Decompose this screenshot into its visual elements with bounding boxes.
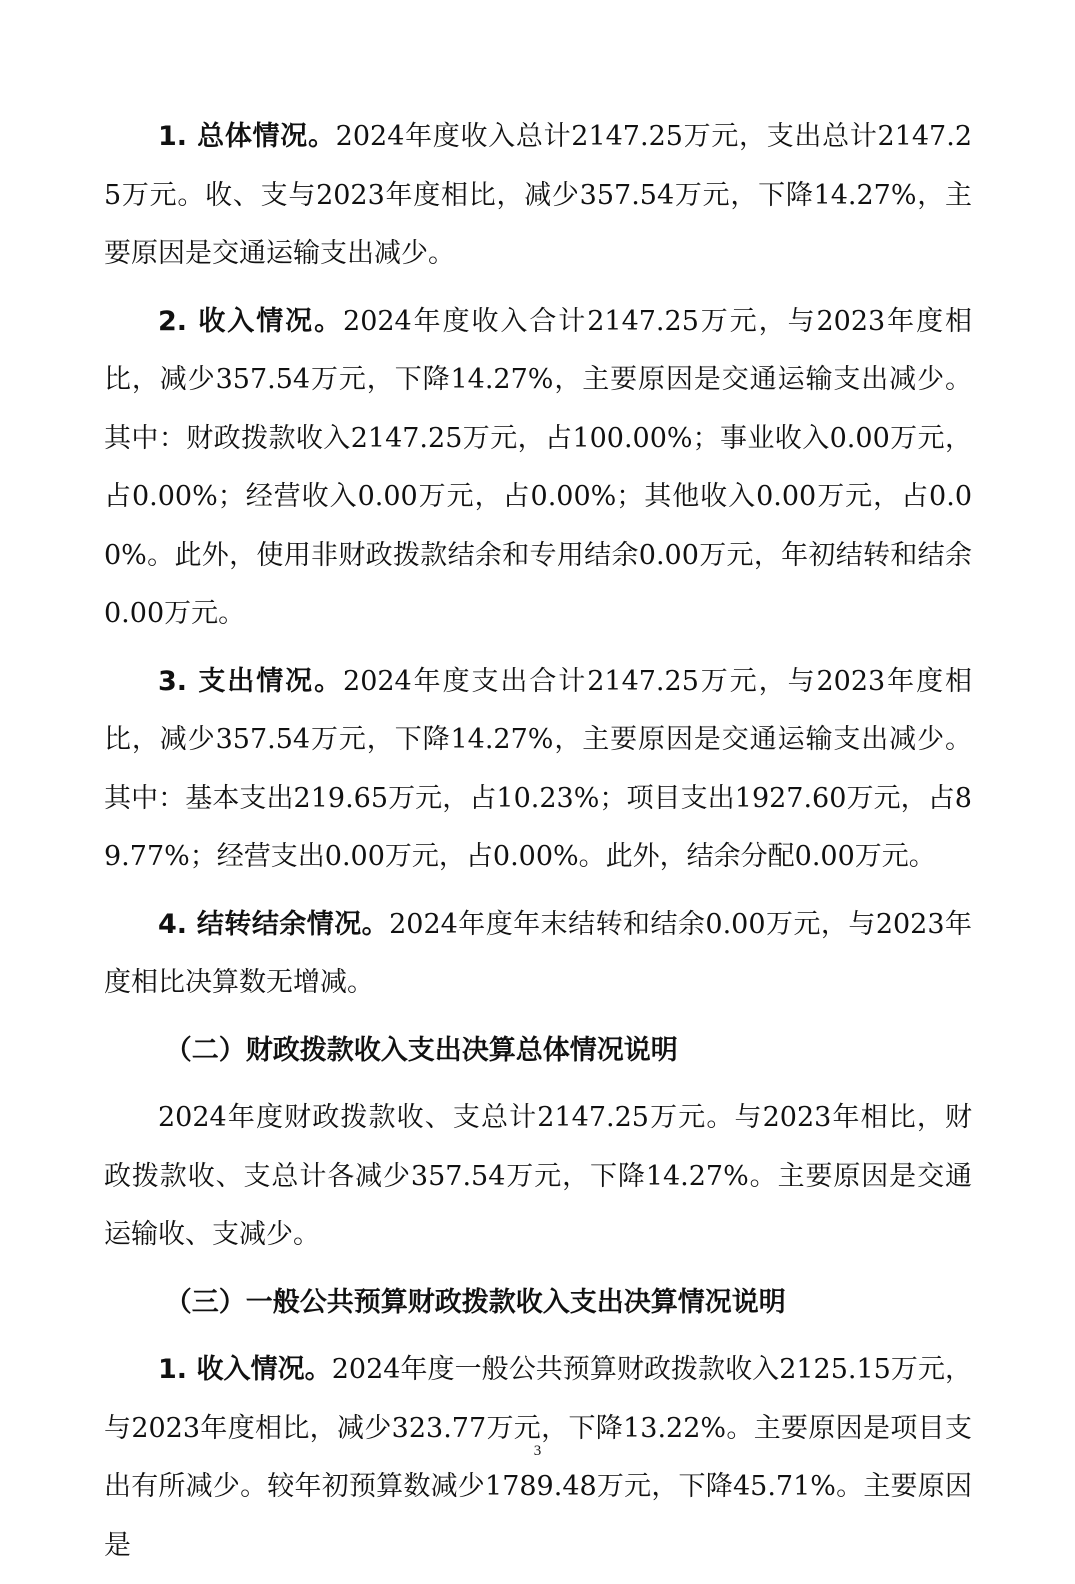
section-heading-general-budget: （三）一般公共预算财政拨款收入支出决算情况说明: [164, 1286, 786, 1318]
paragraph-lead: 2. 收入情况。: [158, 305, 344, 337]
paragraph-lead: 4. 结转结余情况。: [158, 908, 390, 940]
paragraph-text: 2024年度一般公共预算财政拨款收入2125.15万元，与2023年度相比，减少323.77万元，下降13.22%。主要原因是项目支出有所减少。较年初预算数减少1789.48万元，下降45.71%。主要原因是: [104, 1354, 972, 1561]
paragraph-lead: 1. 收入情况。: [158, 1354, 332, 1385]
paragraph-income: [104, 293, 972, 644]
paragraph-lead: 1. 总体情况。: [158, 121, 336, 152]
paragraph-carryover: [104, 896, 972, 1013]
paragraph-text: 2024年度收入合计2147.25万元，与2023年度相比，减少357.54万元，下降14.27%，主要原因是交通运输支出减少。其中：财政拨款收入2147.25万元，占100.00%；事业收入0.00万元，占0.00%；经营收入0.00万元，占0.00%；其他收入0.00万元，占0.00%。此外，使用非财政拨款结余和专用结余0.00万元，年初结转和结余0.00万元。: [104, 305, 972, 629]
paragraph-overall: [104, 108, 972, 284]
paragraph-expenditure: [104, 653, 972, 887]
paragraph-text: 2024年度财政拨款收、支总计2147.25万元。与2023年相比，财政拨款收、支总计各减少357.54万元，下降14.27%。主要原因是交通运输收、支减少。: [104, 1102, 972, 1250]
page-number: 3: [533, 1443, 542, 1459]
paragraph-fiscal-appropriation: [104, 1089, 972, 1265]
section-heading-fiscal-appropriation: （二）财政拨款收入支出决算总体情况说明: [164, 1034, 678, 1066]
document-body: [104, 108, 972, 1584]
paragraph-text: 2024年度收入总计2147.25万元，支出总计2147.25万元。收、支与2023年度相比，减少357.54万元，下降14.27%，主要原因是交通运输支出减少。: [104, 121, 972, 269]
paragraph-text: 2024年度年末结转和结余0.00万元，与2023年度相比决算数无增减。: [104, 908, 973, 998]
paragraph-text: 2024年度支出合计2147.25万元，与2023年度相比，减少357.54万元，下降14.27%，主要原因是交通运输支出减少。其中：基本支出219.65万元，占10.23%；项目支出1927.60万元，占89.77%；经营支出0.00万元，占0.00%。此外，结余分配0.00万元。: [104, 665, 972, 872]
paragraph-lead: 3. 支出情况。: [158, 665, 344, 697]
